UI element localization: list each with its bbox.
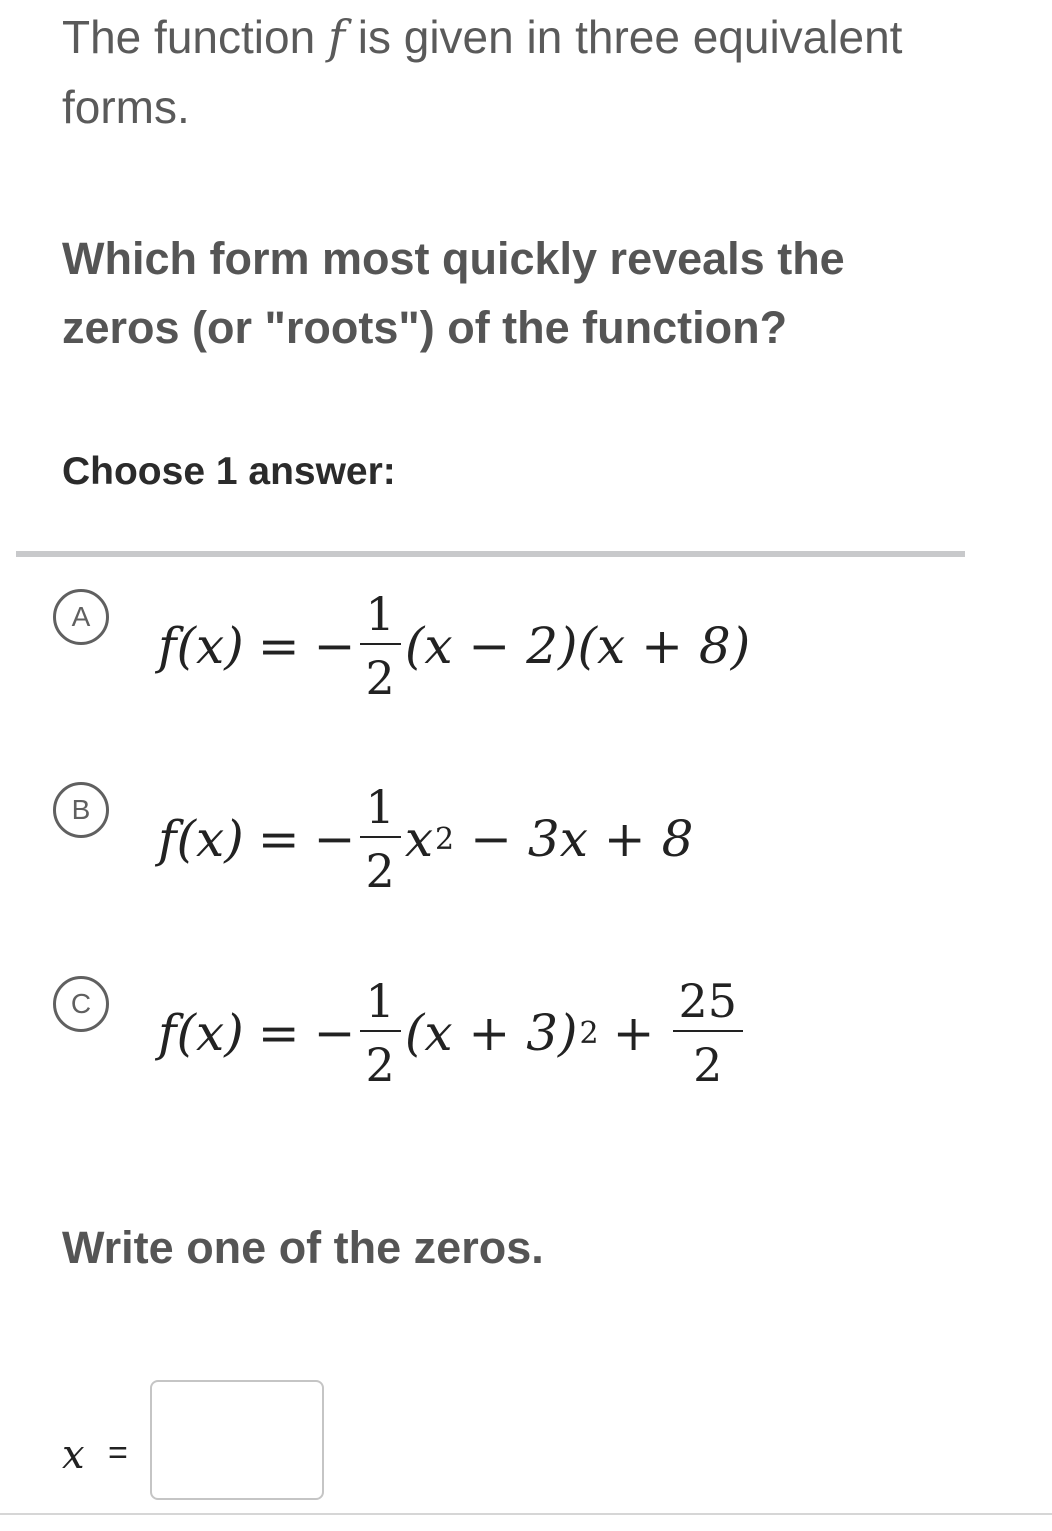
intro-text: The function f is given in three equivalent forms.	[62, 10, 903, 133]
fraction: $\frac{1}{2}$	[360, 978, 401, 1088]
question-text: Which form most quickly reveals the zeros (or "roots") of the function?	[62, 233, 845, 353]
answer-variable: x	[62, 1432, 85, 1478]
choose-instruction: Choose 1 answer:	[62, 450, 396, 493]
choice-b-letter[interactable]: B	[53, 782, 109, 838]
divider	[16, 551, 965, 557]
choice-a[interactable]	[0, 585, 1052, 745]
fraction: $\frac{1}{2}$	[360, 784, 401, 894]
choice-b-formula: f(x) = − $\frac{1}{2}$ x 2 − 3x + 8	[158, 780, 694, 898]
choice-c-formula: f(x) = − $\frac{1}{2}$ (x + 3) 2 + $\frac{25}{2}$	[158, 978, 747, 1088]
fraction: $\frac{1}{2}$	[360, 591, 401, 701]
fraction: $\frac{25}{2}$	[673, 978, 744, 1088]
answer-equals: =	[108, 1434, 128, 1472]
choice-a-letter[interactable]: A	[53, 589, 109, 645]
function-variable: f	[327, 10, 345, 64]
answer-input[interactable]	[150, 1380, 324, 1500]
choice-c[interactable]	[0, 972, 1052, 1132]
choice-b[interactable]	[0, 778, 1052, 938]
bottom-divider	[0, 1513, 1052, 1515]
followup-prompt: Write one of the zeros.	[62, 1222, 544, 1273]
choice-a-formula: f(x) = − $\frac{1}{2}$ (x − 2)(x + 8)	[158, 587, 751, 705]
choice-c-letter[interactable]: C	[53, 976, 109, 1032]
